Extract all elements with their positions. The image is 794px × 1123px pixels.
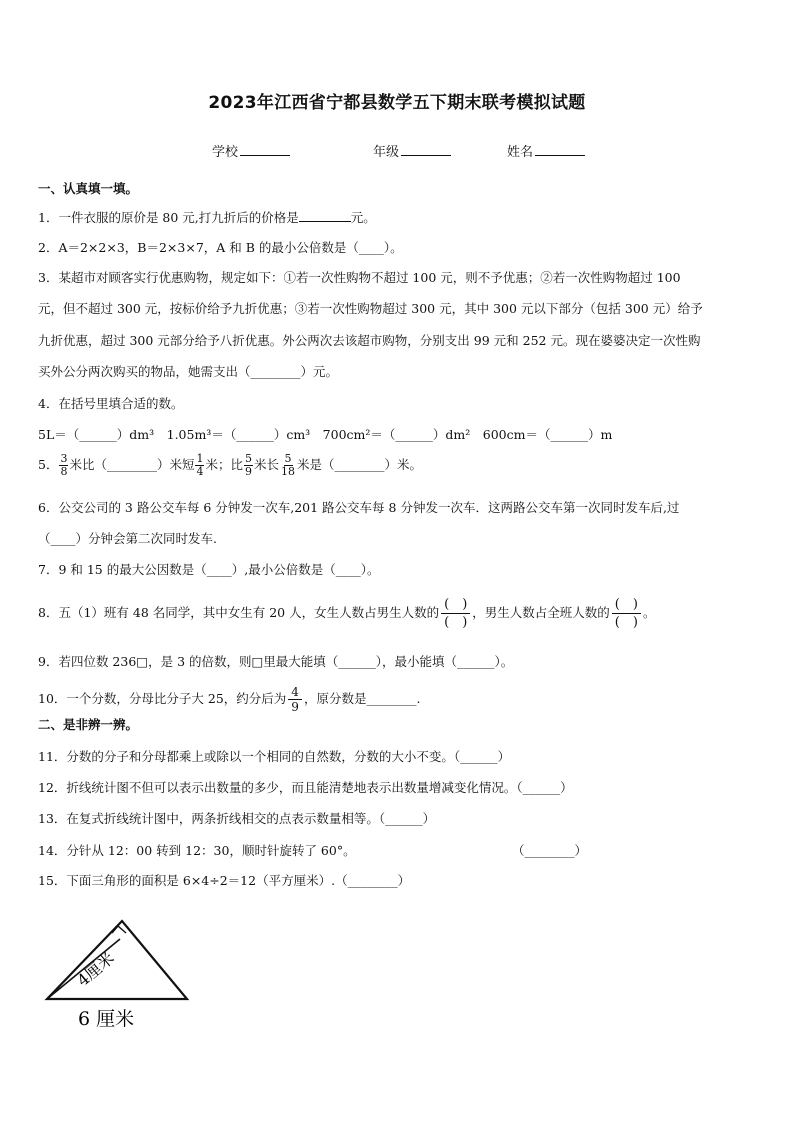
question-3-line-3: 九折优惠，超过 300 元部分给予八折优惠。外公两次去该超市购物，分别支出 99 元和 252 元。现在婆婆决定一次性购: [38, 333, 701, 348]
question-2: 2．A＝2×2×3，B＝2×3×7，A 和 B 的最小公倍数是（____）。: [38, 240, 403, 255]
question-14: [38, 843, 356, 859]
q10-text-2: ，原分数是________.: [303, 691, 421, 706]
question-8: [38, 596, 655, 631]
fraction-5-9: [244, 453, 253, 478]
q1-unit: 元。: [350, 210, 376, 225]
fraction-numerator: 5: [244, 452, 252, 465]
q10-text-1: 10．一个分数，分母比分子大 25，约分后为: [38, 691, 287, 706]
q14-answer-paren[interactable]: （________）: [512, 843, 588, 858]
question-7: 7．9 和 15 的最大公因数是（____）,最小公倍数是（____）。: [38, 562, 380, 577]
fraction-5-18: [280, 453, 296, 478]
section-1-heading: 一、认真填一填。: [38, 181, 139, 196]
fraction-numerator: 3: [60, 452, 68, 465]
height-label: 4厘米: [73, 948, 118, 991]
question-12: 12．折线统计图不但可以表示出数量的多少，而且能清楚地表示出数量增减变化情况。（______）: [38, 780, 573, 795]
question-11: 11．分数的分子和分母都乘上或除以一个相同的自然数，分数的大小不变。（______）: [38, 749, 511, 764]
question-4-conversions: 5L＝（______）dm³ 1.05m³＝（______）cm³ 700cm²＝（______）dm² 600cm＝（______）m: [38, 427, 613, 442]
q8-text-1: 8．五（1）班有 48 名同学，其中女生有 20 人，女生人数占男生人数的: [38, 605, 440, 620]
fraction-blank-2[interactable]: [612, 596, 641, 631]
school-label: 学校: [212, 145, 239, 160]
fraction-denominator: 8: [60, 465, 68, 478]
question-4-title: 4．在括号里填合适的数。: [38, 396, 184, 411]
q1-blank[interactable]: [299, 209, 351, 222]
fraction-blank-1[interactable]: [441, 596, 470, 631]
question-3-line-4: 买外公分两次购买的物品，她需支出（________）元。: [38, 364, 339, 379]
triangle-figure: [30, 905, 210, 1035]
fraction-numerator: 1: [196, 452, 204, 465]
fraction-numerator: 5: [284, 452, 292, 465]
question-6-line-1: 6．公交公司的 3 路公交车每 6 分钟发一次车,201 路公交车每 8 分钟发一次车．这两路公交车第一次同时发车后,过: [38, 500, 680, 515]
fraction-denominator: 9: [244, 465, 252, 478]
fraction-numerator: 4: [288, 685, 302, 700]
grade-blank[interactable]: [401, 143, 451, 156]
fraction-denominator: 18: [281, 465, 295, 478]
q5-text-1: 米比（________）米短: [69, 457, 195, 472]
fraction-1-4: [195, 453, 204, 478]
fraction-blank-numerator[interactable]: ( ): [612, 596, 641, 614]
question-5: [38, 453, 422, 478]
section-2-heading: 二、是非辨一辨。: [38, 717, 139, 732]
grade-label: 年级: [373, 145, 400, 160]
fraction-denominator: 4: [196, 465, 204, 478]
question-1: [38, 209, 376, 226]
q5-text-4: 米是（________）米。: [297, 457, 423, 472]
name-label: 姓名: [507, 145, 534, 160]
name-blank[interactable]: [535, 143, 585, 156]
triangle-shape: [47, 921, 187, 999]
fraction-blank-denominator[interactable]: ( ): [614, 615, 638, 630]
q5-text-3: 米长: [253, 457, 279, 472]
q5-number: 5．: [38, 457, 59, 472]
q14-text: 14．分针从 12：00 转到 12：30，顺时针旋转了 60°。: [38, 843, 356, 858]
question-6-line-2: （____）分钟会第二次同时发车.: [38, 531, 217, 546]
fraction-denominator: 9: [291, 700, 299, 714]
school-blank[interactable]: [240, 143, 290, 156]
question-13: 13．在复式折线统计图中，两条折线相交的点表示数量相等。（______）: [38, 811, 436, 826]
question-3-line-1: 3．某超市对顾客实行优惠购物，规定如下：①若一次性购物不超过 100 元，则不予优惠；②若一次性购物超过 100: [38, 270, 681, 285]
q5-text-2: 米；比: [205, 457, 243, 472]
question-3-line-2: 元，但不超过 300 元，按标价给予九折优惠；③若一次性购物超过 300 元，其中 300 元以下部分（包括 300 元）给予: [38, 301, 703, 316]
name-field[interactable]: [507, 141, 585, 160]
question-15: 15．下面三角形的面积是 6×4÷2＝12（平方厘米）.（________）: [38, 873, 411, 888]
grade-field[interactable]: [373, 141, 451, 160]
question-9: 9．若四位数 236□，是 3 的倍数，则□里最大能填（______），最小能填（______）。: [38, 654, 514, 669]
fraction-blank-numerator[interactable]: ( ): [441, 596, 470, 614]
question-10: [38, 685, 420, 714]
fraction-blank-denominator[interactable]: ( ): [444, 615, 468, 630]
page-title: 2023年江西省宁都县数学五下期末联考模拟试题: [208, 93, 586, 113]
q1-text: 1．一件衣服的原价是 80 元,打九折后的价格是: [38, 210, 299, 225]
q8-text-2: ，男生人数占全班人数的: [472, 605, 610, 620]
q8-text-3: 。: [642, 605, 656, 620]
fraction-3-8: [59, 453, 68, 478]
base-label: 6 厘米: [78, 1008, 135, 1030]
right-angle-mark: [112, 926, 126, 933]
fraction-4-9: [288, 685, 302, 714]
school-field[interactable]: [212, 141, 290, 160]
